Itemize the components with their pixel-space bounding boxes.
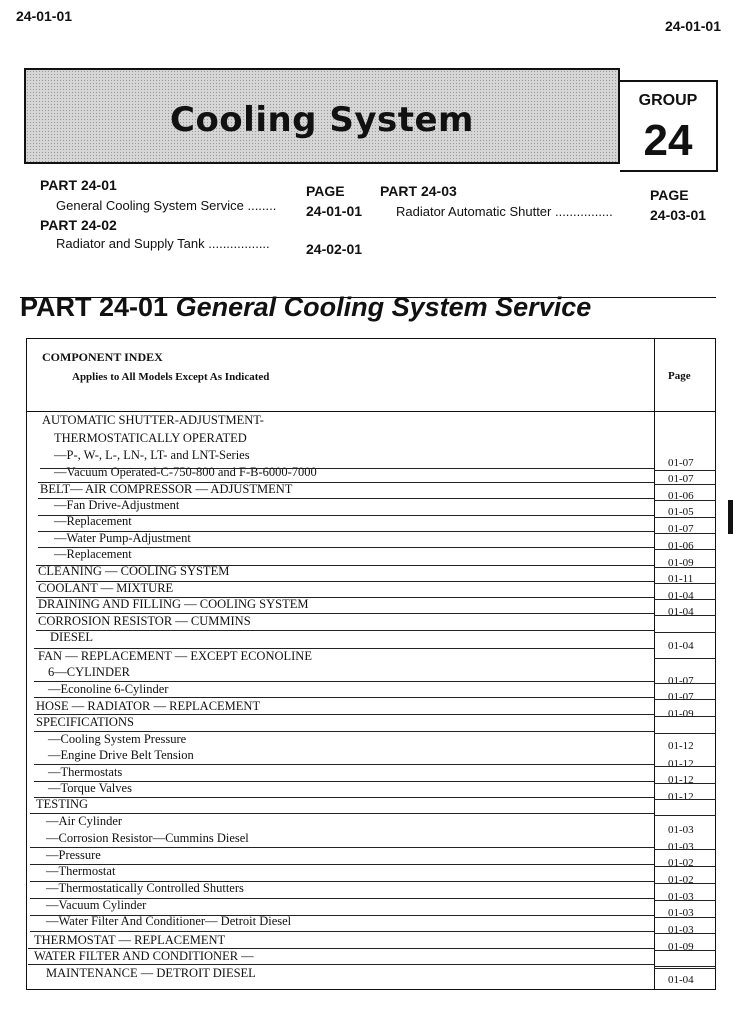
page-cell-separator (654, 517, 716, 518)
page-cell-separator (654, 883, 716, 884)
page-cell-separator (654, 500, 716, 501)
page-cell-separator (654, 699, 716, 700)
row-separator (34, 697, 654, 698)
index-entry: DRAINING AND FILLING — COOLING SYSTEM (38, 597, 309, 611)
toc-part-label: PART 24-03 (380, 183, 457, 199)
index-entry: BELT— AIR COMPRESSOR — ADJUSTMENT (40, 482, 293, 496)
page-cell-separator (654, 533, 716, 534)
index-entry: HOSE — RADIATOR — REPLACEMENT (36, 699, 261, 713)
index-entry-page: 01-07 (668, 473, 694, 485)
index-entry: THERMOSTATICALLY OPERATED (54, 431, 247, 445)
page-cell-separator (654, 866, 716, 867)
group-box (620, 80, 718, 172)
section-part-number: PART 24-01 (20, 292, 169, 322)
row-separator (28, 948, 654, 949)
index-entry: TESTING (36, 797, 89, 811)
page-cell-separator (654, 567, 716, 568)
index-entry-page: 01-03 (668, 924, 694, 936)
row-separator (40, 468, 654, 469)
page-cell-separator (654, 933, 716, 934)
toc-page-number: 24-03-01 (650, 207, 707, 223)
index-entry-page: 01-04 (668, 640, 694, 652)
index-entry: MAINTENANCE — DETROIT DIESEL (46, 966, 256, 980)
row-separator (34, 731, 654, 732)
title-banner (24, 68, 620, 164)
toc-part-title: General Cooling System Service ........ (56, 198, 277, 213)
page-cell-separator (654, 766, 716, 767)
thumb-tab-mark (728, 500, 733, 534)
page-cell-separator (654, 917, 716, 918)
index-entry: CORROSION RESISTOR — CUMMINS (38, 614, 251, 628)
row-separator (38, 482, 654, 483)
row-separator (30, 847, 654, 848)
index-entry: SPECIFICATIONS (36, 715, 134, 729)
section-part-title: General Cooling System Service (175, 292, 592, 322)
toc-page-label: PAGE (306, 183, 345, 199)
page-column-divider (654, 338, 655, 990)
row-separator (30, 915, 654, 916)
index-entry-page: 01-04 (668, 590, 694, 602)
index-entry: —Water Filter And Conditioner— Detroit Diesel (46, 914, 292, 928)
section-heading (20, 292, 591, 323)
row-separator (654, 968, 716, 969)
index-entry: —Replacement (54, 514, 132, 528)
page-cell-separator (654, 599, 716, 600)
index-entry-page: 01-12 (668, 740, 694, 752)
index-entry: —Water Pump-Adjustment (54, 531, 191, 545)
index-entry-page: 01-02 (668, 857, 694, 869)
page-cell-separator (654, 632, 716, 633)
toc-page-number: 24-02-01 (306, 241, 363, 257)
page-cell-separator (654, 658, 716, 659)
index-entry-page: 01-06 (668, 540, 694, 552)
index-entry: —Engine Drive Belt Tension (48, 748, 194, 762)
group-title: Cooling System (170, 100, 474, 140)
index-entry-page: 01-07 (668, 457, 694, 469)
row-separator (34, 764, 654, 765)
index-entry: CLEANING — COOLING SYSTEM (38, 564, 230, 578)
index-entry-page: 01-12 (668, 758, 694, 770)
page-cell-separator (654, 900, 716, 901)
page-cell-separator (654, 849, 716, 850)
toc-page-label: PAGE (650, 187, 689, 203)
row-separator (38, 498, 654, 499)
row-separator (30, 864, 654, 865)
index-entry-page: 01-03 (668, 841, 694, 853)
page-cell-separator (654, 470, 716, 471)
toc-page-number: 24-01-01 (306, 203, 363, 219)
index-entry-page: 01-03 (668, 891, 694, 903)
index-entry: THERMOSTAT — REPLACEMENT (34, 933, 226, 947)
index-entry: —Pressure (46, 848, 101, 862)
page-code-right: 24-01-01 (664, 18, 721, 34)
row-separator (34, 781, 654, 782)
page-cell-separator (654, 549, 716, 550)
index-entry-page: 01-02 (668, 874, 694, 886)
index-entry-page: 01-03 (668, 824, 694, 836)
toc-part-title: Radiator and Supply Tank ................. (56, 236, 270, 251)
row-separator (30, 813, 654, 814)
row-separator (36, 597, 654, 598)
index-entry: —Torque Valves (48, 781, 132, 795)
group-label: GROUP (638, 92, 698, 109)
page-cell-separator (654, 615, 716, 616)
row-separator (38, 531, 654, 532)
index-entry-page: 01-12 (668, 791, 694, 803)
page-cell-separator (654, 966, 716, 967)
row-separator (30, 931, 654, 932)
index-entry: —P-, W-, L-, LN-, LT- and LNT-Series (54, 448, 250, 462)
index-entry-page: 01-09 (668, 708, 694, 720)
index-entry-page: 01-11 (668, 573, 694, 585)
row-separator (36, 565, 654, 566)
page-cell-separator (654, 683, 716, 684)
index-entry-page: 01-04 (668, 606, 694, 618)
page-cell-separator (654, 783, 716, 784)
index-entry-page: 01-09 (668, 557, 694, 569)
index-entry-page: 01-03 (668, 907, 694, 919)
index-entry: —Thermostats (48, 765, 123, 779)
index-entry-page: 01-07 (668, 523, 694, 535)
row-separator (30, 881, 654, 882)
index-entry: COOLANT — MIXTURE (38, 581, 174, 595)
row-separator (28, 964, 654, 965)
row-separator (34, 797, 654, 798)
index-entry: —Cooling System Pressure (48, 732, 187, 746)
index-entry: 6—CYLINDER (48, 665, 130, 679)
page-cell-separator (654, 950, 716, 951)
row-separator (38, 547, 654, 548)
row-separator (36, 613, 654, 614)
index-entry-page: 01-06 (668, 490, 694, 502)
index-entry: —Econoline 6-Cylinder (48, 682, 169, 696)
page-code-left: 24-01-01 (16, 8, 73, 24)
page-cell-separator (654, 799, 716, 800)
index-entry: FAN — REPLACEMENT — EXCEPT ECONOLINE (38, 649, 312, 663)
index-entry: —Thermostatically Controlled Shutters (46, 881, 244, 895)
row-separator (38, 515, 654, 516)
index-entry-page: 01-07 (668, 691, 694, 703)
index-entry: —Vacuum Operated-C-750-800 and F-B-6000-7000 (54, 465, 317, 479)
component-index-title: COMPONENT INDEX (42, 350, 163, 364)
page-cell-separator (654, 583, 716, 584)
index-entry: —Vacuum Cylinder (46, 898, 147, 912)
row-separator (34, 681, 654, 682)
row-separator (30, 898, 654, 899)
page-column-header: Page (668, 370, 691, 382)
index-entry: —Corrosion Resistor—Cummins Diesel (46, 831, 249, 845)
toc-part-label: PART 24-01 (40, 177, 117, 193)
row-separator (34, 648, 654, 649)
row-separator (36, 581, 654, 582)
page-cell-separator (654, 733, 716, 734)
index-entry: —Replacement (54, 547, 132, 561)
row-separator (34, 714, 654, 715)
index-entry-page: 01-05 (668, 506, 694, 518)
toc-part-label: PART 24-02 (40, 217, 117, 233)
header-divider (26, 411, 716, 412)
group-number: 24 (643, 116, 693, 165)
index-entry: —Air Cylinder (46, 814, 123, 828)
component-index-subtitle: Applies to All Models Except As Indicated (72, 371, 270, 383)
index-entry: WATER FILTER AND CONDITIONER — (34, 949, 254, 963)
toc-part-title: Radiator Automatic Shutter ................ (396, 204, 613, 219)
index-entry: AUTOMATIC SHUTTER-ADJUSTMENT- (42, 413, 264, 427)
index-entry-page: 01-07 (668, 675, 694, 687)
index-entry-page: 01-04 (668, 974, 694, 986)
index-entry-page: 01-09 (668, 941, 694, 953)
row-separator (36, 630, 654, 631)
index-entry: —Fan Drive-Adjustment (54, 498, 180, 512)
page-cell-separator (654, 716, 716, 717)
index-entry: DIESEL (50, 630, 94, 644)
index-entry: —Thermostat (46, 864, 116, 878)
page-cell-separator (654, 484, 716, 485)
page-cell-separator (654, 815, 716, 816)
index-entry-page: 01-12 (668, 774, 694, 786)
